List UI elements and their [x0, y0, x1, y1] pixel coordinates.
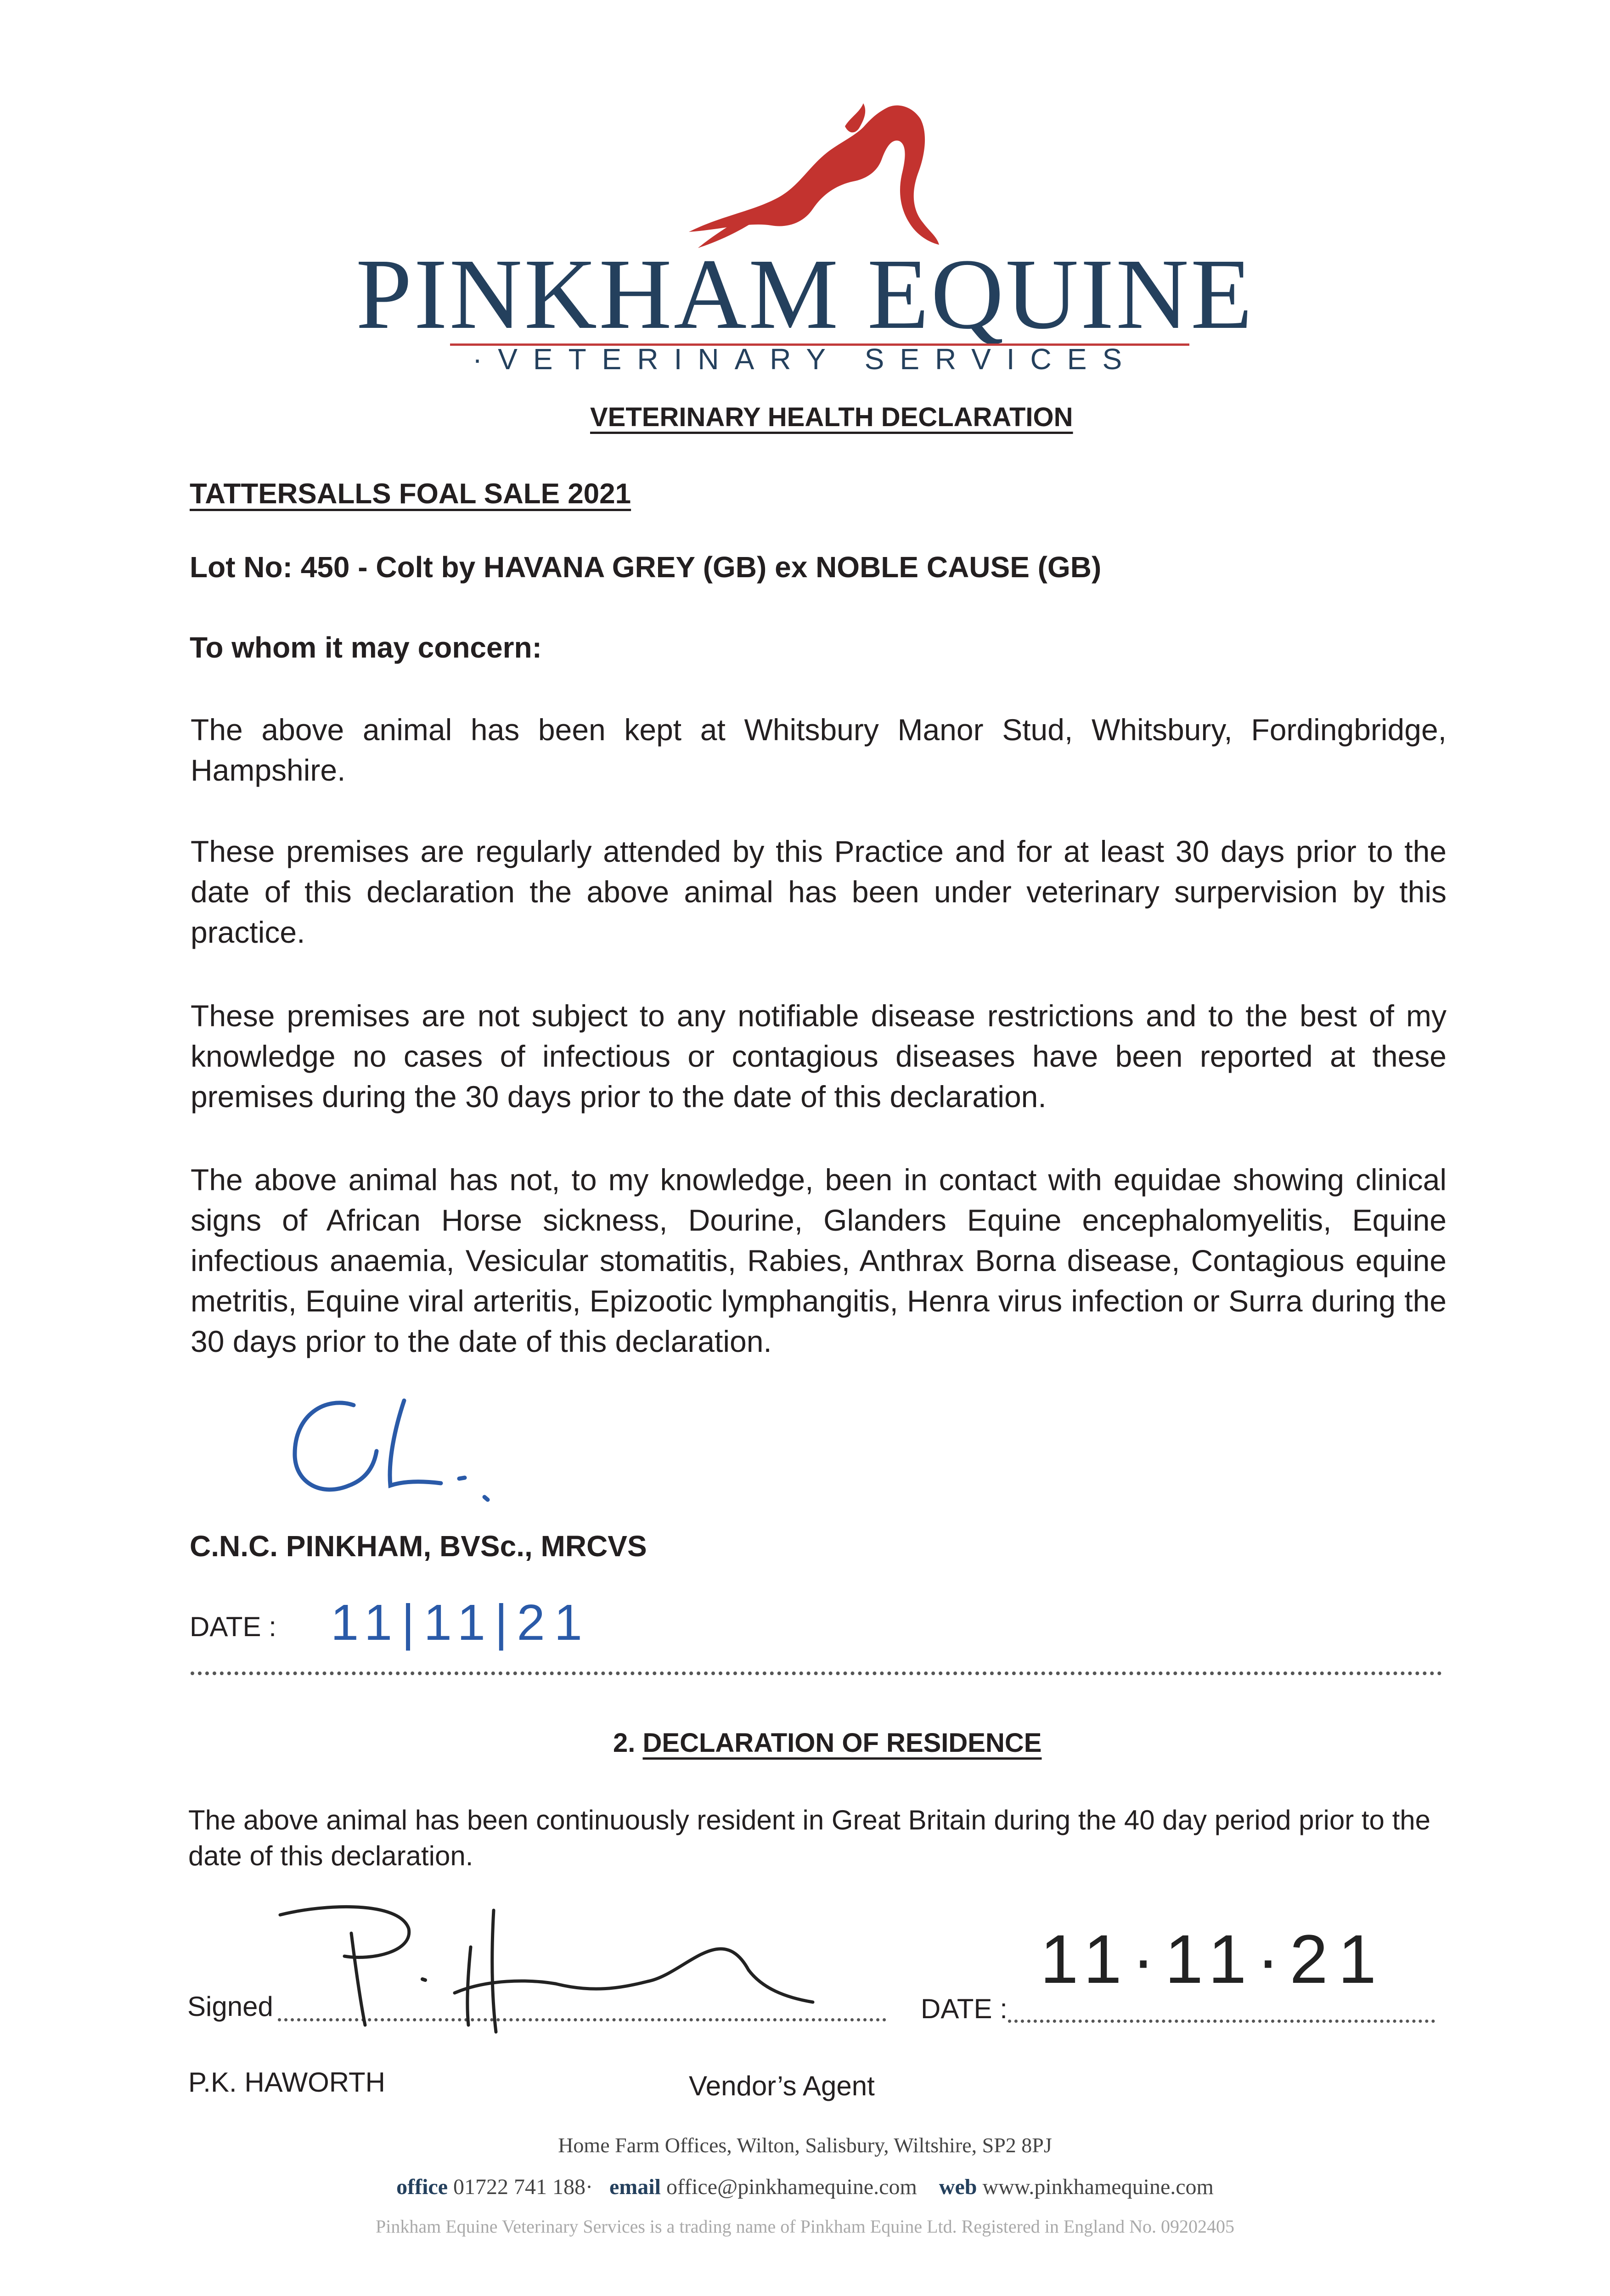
agent-name: P.K. HAWORTH — [188, 2067, 385, 2098]
salutation: To whom it may concern: — [190, 631, 542, 664]
section-divider — [191, 1671, 1442, 1675]
agent-role: Vendor’s Agent — [689, 2071, 875, 2101]
sale-heading: TATTERSALLS FOAL SALE 2021 — [190, 478, 631, 510]
paragraph-restrictions: These premises are not subject to any notifiable disease restrictions and to the best of my knowledge no cases of infectious or contagious diseases have been reported at these premises during the 30 days prior to the date of this declaration. — [191, 999, 1447, 1114]
horse-logo-icon — [680, 99, 946, 250]
paragraph-contact: The above animal has not, to my knowledge, been in contact with equidae showing clinical signs of African Horse sickness, Dourine, Glanders Equine encephalomyelitis, Equine infectious anaemia, Vesicular stomatitis, Rabies, Anthrax Borna disease, Contagious equine metritis, Equine viral arteritis, Epizootic lymphangitis, Henra virus infection or Surra during the 30 days prior to the date of this declaration. — [191, 1163, 1447, 1358]
agent-signature — [271, 1901, 822, 2034]
vet-date-label: DATE : — [190, 1611, 276, 1642]
letterhead-subtitle: ·VETERINARY SERVICES — [472, 343, 1138, 376]
footer-legal: Pinkham Equine Veterinary Services is a trading name of Pinkham Equine Ltd. Registered in England No. 09202405 — [376, 2216, 1234, 2237]
signed-label: Signed — [187, 1991, 273, 2022]
letterhead-name: PINKHAM EQUINE — [355, 238, 1255, 350]
paragraph-attendance: These premises are regularly attended by this Practice and for at least 30 days prior to the date of this declaration the above animal has been under veterinary surpervision by this practice. — [191, 834, 1447, 949]
footer-office: 01722 741 188· — [453, 2175, 593, 2199]
footer-web: www.pinkhamequine.com — [982, 2175, 1214, 2199]
residence-heading-text: DECLARATION OF RESIDENCE — [642, 1728, 1042, 1758]
footer-email-label: email — [609, 2175, 661, 2199]
paragraph-premises: The above animal has been kept at Whitsbury Manor Stud, Whitsbury, Fordingbridge, Hampshire. — [191, 713, 1447, 787]
vet-signature — [285, 1387, 505, 1506]
footer-email: office@pinkhamequine.com — [666, 2175, 917, 2199]
footer-contact — [0, 2174, 1610, 2200]
residence-date-value: 11·11·21 — [1040, 1920, 1387, 1998]
footer-address: Home Farm Offices, Wilton, Salisbury, Wiltshire, SP2 8PJ — [558, 2133, 1052, 2157]
lot-number: Lot No: 450 - Colt by HAVANA GREY (GB) ex NOBLE CAUSE (GB) — [190, 551, 1102, 584]
residence-heading-number: 2. — [613, 1728, 636, 1758]
footer-web-label: web — [939, 2175, 977, 2199]
footer-office-label: office — [396, 2175, 448, 2199]
vet-name: C.N.C. PINKHAM, BVSc., MRCVS — [190, 1530, 647, 1563]
residence-heading — [613, 1728, 1041, 1758]
document-title: VETERINARY HEALTH DECLARATION — [590, 402, 1073, 432]
residence-date-label: DATE : — [921, 1993, 1008, 2024]
residence-date-line — [1008, 2020, 1435, 2023]
vet-date-value: 11|11|21 — [331, 1594, 591, 1651]
residence-text: The above animal has been continuously resident in Great Britain during the 40 day period prior to the date of this declaration. — [188, 1805, 1430, 1871]
